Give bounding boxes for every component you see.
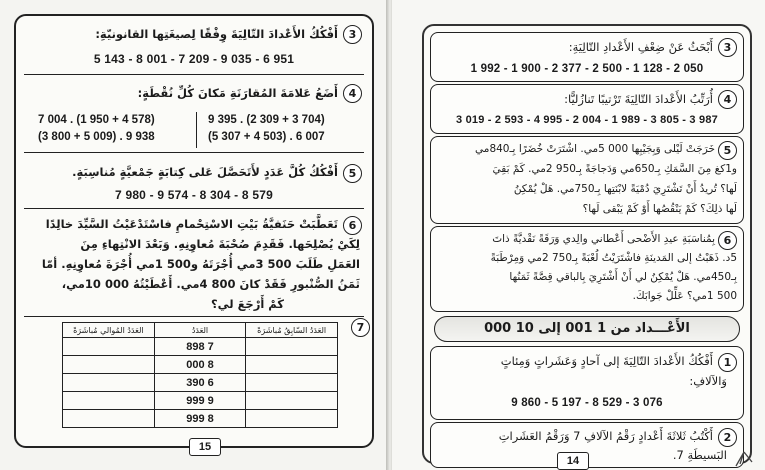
number-cell: 9 999 <box>154 392 246 410</box>
exercise-number: 4 <box>718 90 737 109</box>
problem-line-5: كَمْ أَرْجَعَ لي؟ <box>210 297 284 311</box>
exercise-number: 4 <box>343 84 362 103</box>
exercise-number: 6 <box>343 216 362 235</box>
answer-cell[interactable] <box>63 356 155 374</box>
exercise-number: 3 <box>718 38 737 57</box>
comparison-left-1: 7 004 . (1 950 + 4 578) <box>38 114 155 126</box>
exercise-instruction: أَبْحَثُ عَنْ ضِعْفِ الأَعْدادِ التّالِيَةِ: <box>568 40 713 54</box>
page-number: 15 <box>189 438 221 456</box>
problem-line-1: خَرَجَتْ لَيْلى وَبِجَيْبِها 000 5مي. اشْتَرَتْ خُضَرًا بِـ840مي <box>475 143 715 155</box>
problem-line-2: لِكَيْ يُصْلِحَها. فَقَدِمَ صُحْبَةَ مُعاوِنِهِ. وَبَعْدَ الانْتِهاءِ مِنَ <box>80 237 360 251</box>
answer-cell[interactable] <box>246 374 338 392</box>
number-cell: 6 390 <box>154 374 246 392</box>
comparison-left-2: (3 800 + 5 009) . 9 938 <box>38 131 155 143</box>
table-row <box>63 356 338 374</box>
number-sequence: 1 992 - 1 900 - 2 377 - 2 500 - 1 128 - 2 050 <box>470 63 704 75</box>
comparison-right-2: (5 307 + 4 503) . 6 007 <box>208 131 325 143</box>
table-row <box>63 374 338 392</box>
left-page-frame <box>14 14 374 448</box>
answer-cell[interactable] <box>246 392 338 410</box>
exercise-4-box <box>430 84 744 134</box>
problem-line-3: لَها؟ تُريدُ أَنْ تَشْتَرِيَ دُمْيَةً لابْنَتِها بِـ750مي. هَلْ يُمْكِنُ <box>513 183 737 195</box>
answer-cell[interactable] <box>63 410 155 428</box>
problem-line-1: تَعَطَّبَتْ حَنَفيَّةُ بَيْتِ الاسْتِحْمامِ فاسْتَدْعَيْتُ السَّيِّدَ خالِدًا <box>45 217 338 231</box>
exercise-3-box <box>24 16 364 75</box>
number-cell: 8 999 <box>154 410 246 428</box>
number-sequence: 5 143 - 8 001 - 7 209 - 9 035 - 6 951 <box>93 52 295 66</box>
answer-cell[interactable] <box>63 392 155 410</box>
comparison-divider <box>196 112 197 148</box>
problem-line-1: بِمُناسَبَةِ عيدِ الأَضْحى أَعْطاني والِدي وَرَقَةً نَقْديَّةً ذاتَ <box>492 233 715 245</box>
exercise-instruction: أَضَعُ عَلامَةَ المُقارَنَةِ مَكانَ كُلِّ نُقْطَةٍ: <box>137 86 338 100</box>
answer-cell[interactable] <box>246 410 338 428</box>
exercise-3-box <box>430 32 744 82</box>
problem-line-3: العَمَلِ طَلَبَ 500 3مي أُجْرَتَهُ و500 1مي أُجْرَةَ مُعاوِنِهِ. أمّا <box>41 257 360 271</box>
exercise-6-box <box>24 208 364 317</box>
exercise-instruction-line-1: أَكْتُبُ ثَلاثَةَ أَعْدادٍ رَقْمُ الآلافِ 7 وَرَقْمُ العَشَراتِ <box>498 429 713 443</box>
number-cell: 7 898 <box>154 338 246 356</box>
exercise-number: 1 <box>718 353 737 372</box>
exercise-5-box <box>24 152 364 209</box>
exercise-number: 2 <box>718 428 737 447</box>
exercise-number: 5 <box>343 164 362 183</box>
exercise-7-box <box>24 316 364 436</box>
table-row <box>63 338 338 356</box>
problem-line-4: ثَمَنُ الصُّنْبورِ فَقَدْ كانَ 800 4مي. أَعْطَيْتُهُ 000 10مي، <box>61 277 360 291</box>
exercise-5-box <box>430 136 744 224</box>
exercise-1-box <box>430 346 744 420</box>
exercise-number: 3 <box>343 25 362 44</box>
exercise-number: 6 <box>718 231 737 250</box>
right-page-frame <box>422 24 752 464</box>
exercise-instruction-line-2: وَالآلافِ: <box>689 374 727 388</box>
number-sequence: 9 860 - 5 197 - 8 529 - 3 076 <box>511 397 663 409</box>
col-previous-header: العَدَدُ السّابِقُ مُباشَرَةً <box>246 323 338 338</box>
problem-line-2: و1كغ مِنَ السَّمَكِ بِـ650مي وَدَجاجَةً بِـ950 2مي. كَمْ بَقِيَ <box>492 163 737 175</box>
answer-cell[interactable] <box>63 338 155 356</box>
problem-line-4: لَها ذلِكَ؟ كَمْ يَنْقُصُها أَوْ كَمْ يَبْقى لَها؟ <box>582 203 737 215</box>
number-sequence: 3 019 - 2 593 - 4 995 - 2 004 - 1 989 - 3 805 - 3 987 <box>456 114 718 126</box>
exercise-number: 5 <box>718 141 737 160</box>
table-header-row <box>63 323 338 338</box>
problem-line-2: 5د. ذَهَبْتُ إلى المَدينَةِ فاشْتَرَيْتُ لُعْبَةً بِـ750 2مي وَمِرْطَبَةً <box>490 252 737 264</box>
exercise-number: 7 <box>351 318 370 337</box>
table-row <box>63 392 338 410</box>
problem-line-3: بِـ450مي. هَلْ يُمْكِنُ لي أَنْ أَشْتَرِيَ بِالباقي قِصَّةً ثَمَنُها <box>509 271 737 283</box>
problem-line-4: 500 1مي؟ عَلِّلْ جَوابَكَ. <box>632 290 737 302</box>
exercise-instruction-line-1: أَفْكُكُ الأَعْدادَ التّالِيَةَ إلى آحادٍ وَعَشَراتٍ وَمِئاتٍ <box>500 354 713 368</box>
answer-cell[interactable] <box>246 338 338 356</box>
exercise-instruction-line-2: البَسيطَةِ 7. <box>672 448 727 462</box>
page-number: 14 <box>557 452 589 470</box>
table-row <box>63 410 338 428</box>
answer-cell[interactable] <box>246 356 338 374</box>
answer-cell[interactable] <box>63 374 155 392</box>
exercise-4-box <box>24 74 364 153</box>
comparison-right-1: 9 395 . (2 309 + 3 704) <box>208 114 325 126</box>
number-cell: 8 000 <box>154 356 246 374</box>
col-next-header: العَدَدُ المُوالي مُباشَرَةً <box>63 323 155 338</box>
exercise-6-box <box>430 226 744 312</box>
number-sequence: 7 980 - 9 574 - 8 304 - 8 579 <box>115 188 273 202</box>
col-number-header: العَدَدُ <box>154 323 246 338</box>
exercise-instruction: أُرَتِّبُ الأَعْدادَ التّالِيَةَ تَرْتيبًا تَنازُليًّا: <box>564 92 713 106</box>
exercise-instruction: أَفْكُكُ الأَعْدادَ التّالِيَةَ وِفْقًا لِصيغَتِها القانونيّةِ: <box>95 27 338 41</box>
pen-mark-icon <box>730 440 760 470</box>
right-page <box>392 0 765 470</box>
neighbors-table <box>62 322 338 428</box>
section-title-banner: الأَعْـــداد من 1 001 إلى 10 000 <box>434 316 740 342</box>
exercise-instruction: أَفْكُكُ كُلَّ عَدَدٍ لأَتَحَصَّلَ عَلى كِتابَةٍ جَمْعيَّةٍ مُناسِبَةٍ. <box>72 165 338 179</box>
